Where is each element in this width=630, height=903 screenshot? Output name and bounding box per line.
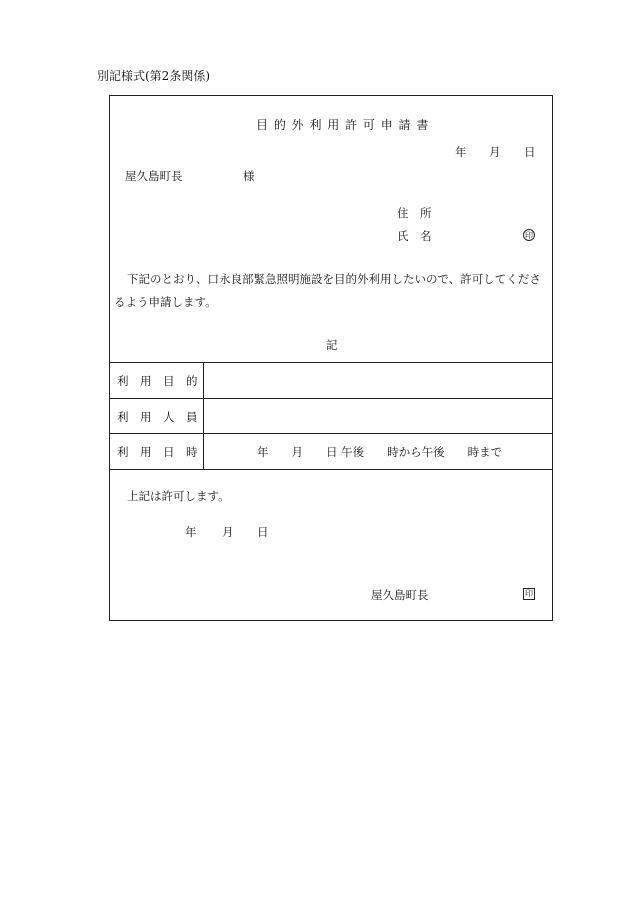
table-row-label-datetime: 利 用 日 時 bbox=[117, 445, 198, 459]
approval-date-year: 年 bbox=[185, 525, 197, 539]
name-label: 氏 名 bbox=[397, 229, 432, 243]
table-bottom-line bbox=[109, 469, 553, 470]
table-row-divider bbox=[109, 398, 553, 399]
table-row-divider bbox=[109, 433, 553, 434]
approval-date-month: 月 bbox=[222, 525, 234, 539]
address-label: 住 所 bbox=[397, 206, 432, 220]
form-label: 別記様式(第2条関係) bbox=[97, 69, 210, 83]
ki-heading: 記 bbox=[326, 338, 338, 352]
form-title: 目 的 外 利 用 許 可 申 請 書 bbox=[256, 118, 430, 132]
date-year-label: 年 bbox=[455, 145, 467, 159]
table-row-value-datetime[interactable]: 年 月 日 午後 時から午後 時まで bbox=[257, 445, 503, 459]
addressee-name: 屋久島町長 bbox=[125, 169, 183, 183]
approval-date-day: 日 bbox=[257, 525, 269, 539]
official-seal-mark: 印 bbox=[525, 589, 533, 598]
date-day-label: 日 bbox=[524, 145, 536, 159]
request-text-line2: るよう申請します。 bbox=[114, 295, 217, 309]
addressee-honorific: 様 bbox=[243, 169, 255, 183]
table-top-line bbox=[109, 362, 553, 363]
approval-signer: 屋久島町長 bbox=[371, 588, 429, 602]
approval-text: 上記は許可します。 bbox=[127, 489, 230, 503]
date-month-label: 月 bbox=[489, 145, 501, 159]
applicant-seal-mark: 印 bbox=[525, 231, 533, 240]
request-text-line1: 下記のとおり、口永良部緊急照明施設を目的外利用したいので、許可してくださ bbox=[127, 272, 541, 286]
table-row-label-people: 利 用 人 員 bbox=[117, 410, 198, 424]
table-row-label-purpose: 利 用 目 的 bbox=[117, 374, 198, 388]
table-column-divider bbox=[203, 362, 204, 469]
